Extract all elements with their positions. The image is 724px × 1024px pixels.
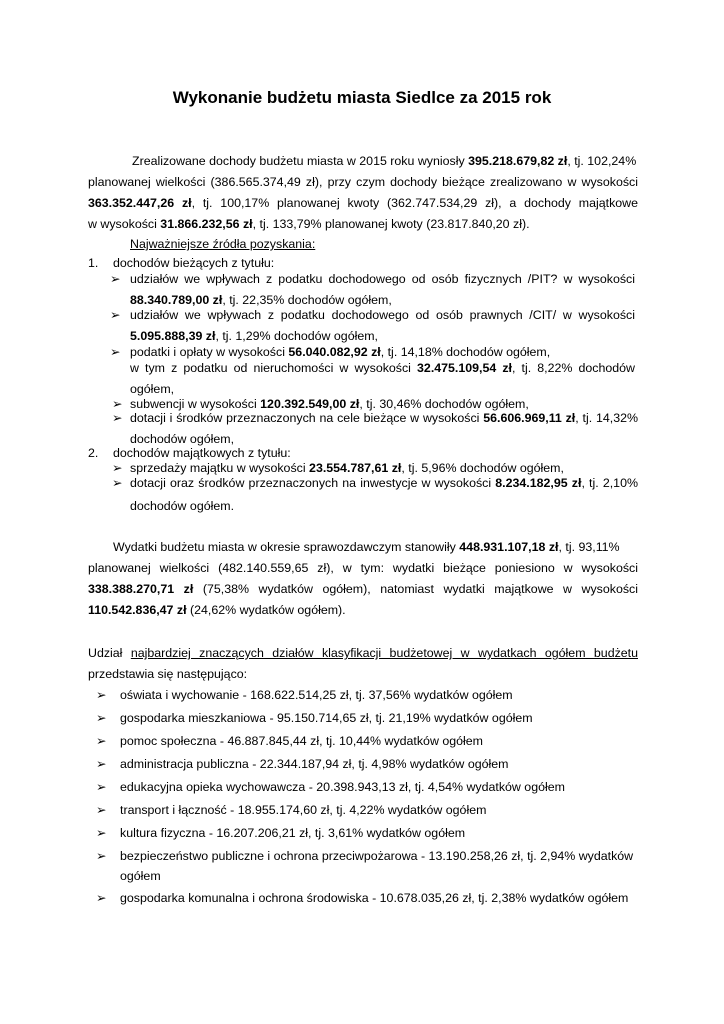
intro-line-2: planowanej wielkości (386.565.374,49 zł), przy czym dochody bieżące zrealizowano w wysokości <box>88 175 638 189</box>
group1-item2-line2: 5.095.888,39 zł, tj. 1,29% dochodów ogółem, <box>130 329 378 343</box>
group1-item5-line1: dotacji i środków przeznaczonych na cele bieżące w wysokości 56.606.969,11 zł, tj. 14,32% <box>130 411 638 425</box>
expenses-line-3: 338.388.270,71 zł (75,38% wydatków ogółem), natomiast wydatki majątkowe w wysokości <box>88 582 639 596</box>
group1-item3-line2: w tym z podatku od nieruchomości w wysokości 32.475.109,54 zł, tj. 8,22% dochodów <box>130 361 636 375</box>
group2-item1: sprzedaży majątku w wysokości 23.554.787,61 zł, tj. 5,96% dochodów ogółem, <box>130 461 564 475</box>
arrow-bullet-icon: ➢ <box>96 780 107 794</box>
share-list-item: transport i łączność - 18.955.174,60 zł, tj. 4,22% wydatków ogółem <box>120 803 487 817</box>
share-list-item-continuation: ogółem <box>120 869 161 883</box>
group1-item4: subwencji w wysokości 120.392.549,00 zł, tj. 30,46% dochodów ogółem, <box>130 397 529 411</box>
share-list-item: gospodarka komunalna i ochrona środowiska - 10.678.035,26 zł, tj. 2,38% wydatków ogółem <box>120 891 629 905</box>
arrow-bullet-icon: ➢ <box>112 411 123 425</box>
group1-item1-line2: 88.340.789,00 zł, tj. 22,35% dochodów ogółem, <box>130 293 392 307</box>
expenses-line-2: planowanej wielkości (482.140.559,65 zł), w tym: wydatki bieżące poniesiono w wysokości <box>88 561 638 575</box>
arrow-bullet-icon: ➢ <box>96 757 107 771</box>
arrow-bullet-icon: ➢ <box>110 272 121 286</box>
share-list-item: pomoc społeczna - 46.887.845,44 zł, tj. 10,44% wydatków ogółem <box>120 734 483 748</box>
group1-item5-line2: dochodów ogółem, <box>130 432 235 446</box>
group1-item1-line1: udziałów we wpływach z podatku dochodowego od osób fizycznych /PIT? w wysokości <box>130 272 635 286</box>
arrow-bullet-icon: ➢ <box>112 476 123 490</box>
arrow-bullet-icon: ➢ <box>112 461 123 475</box>
group2-item2-line2: dochodów ogółem. <box>130 499 235 513</box>
arrow-bullet-icon: ➢ <box>96 849 107 863</box>
group1-item2-line1: udziałów we wpływach z podatku dochodowego od osób prawnych /CIT/ w wysokości <box>130 308 635 322</box>
arrow-bullet-icon: ➢ <box>112 397 123 411</box>
share-list-item: oświata i wychowanie - 168.622.514,25 zł, tj. 37,56% wydatków ogółem <box>120 688 513 702</box>
share-list-item: gospodarka mieszkaniowa - 95.150.714,65 zł, tj. 21,19% wydatków ogółem <box>120 711 533 725</box>
group2-item2-line1: dotacji oraz środków przeznaczonych na inwestycje w wysokości 8.234.182,95 zł, tj. 2,10% <box>130 476 638 490</box>
intro-line-1: Zrealizowane dochody budżetu miasta w 2015 roku wyniosły 395.218.679,82 zł, tj. 102,24% <box>132 154 637 168</box>
page-title: Wykonanie budżetu miasta Siedlce za 2015 rok <box>172 88 552 107</box>
sources-heading: Najważniejsze źródła pozyskania: <box>130 237 316 251</box>
intro-line-4: w wysokości 31.866.232,56 zł, tj. 133,79% planowanej kwoty (23.817.840,20 zł). <box>88 217 530 231</box>
arrow-bullet-icon: ➢ <box>110 308 121 322</box>
group1-number: 1. <box>88 256 99 270</box>
intro-line-3: 363.352.447,26 zł, tj. 100,17% planowanej kwoty (362.747.534,29 zł), a dochody majątkowe <box>88 196 639 210</box>
group1-label: dochodów bieżących z tytułu: <box>113 256 275 270</box>
expenses-line-4: 110.542.836,47 zł (24,62% wydatków ogółem). <box>88 603 346 617</box>
arrow-bullet-icon: ➢ <box>110 345 121 359</box>
share-list-item: administracja publiczna - 22.344.187,94 zł, tj. 4,98% wydatków ogółem <box>120 757 509 771</box>
arrow-bullet-icon: ➢ <box>96 734 107 748</box>
arrow-bullet-icon: ➢ <box>96 891 107 905</box>
expenses-line-1: Wydatki budżetu miasta w okresie sprawozdawczym stanowiły 448.931.107,18 zł, tj. 93,11% <box>113 540 620 554</box>
share-list-item: edukacyjna opieka wychowawcza - 20.398.943,13 zł, tj. 4,54% wydatków ogółem <box>120 780 565 794</box>
group2-label: dochodów majątkowych z tytułu: <box>113 446 291 460</box>
arrow-bullet-icon: ➢ <box>96 826 107 840</box>
arrow-bullet-icon: ➢ <box>96 688 107 702</box>
share-line-1: Udział najbardziej znaczących działów klasyfikacji budżetowej w wydatkach ogółem budżetu <box>88 646 638 660</box>
group1-item3-line3: ogółem, <box>130 382 175 396</box>
share-list-item: bezpieczeństwo publiczne i ochrona przeciwpożarowa - 13.190.258,26 zł, tj. 2,94% wydatków <box>120 849 634 863</box>
share-line-2: przedstawia się następująco: <box>88 667 248 681</box>
group2-number: 2. <box>88 446 99 460</box>
group1-item3-line1: podatki i opłaty w wysokości 56.040.082,92 zł, tj. 14,18% dochodów ogółem, <box>130 345 551 359</box>
arrow-bullet-icon: ➢ <box>96 803 107 817</box>
arrow-bullet-icon: ➢ <box>96 711 107 725</box>
share-list-item: kultura fizyczna - 16.207.206,21 zł, tj. 3,61% wydatków ogółem <box>120 826 466 840</box>
